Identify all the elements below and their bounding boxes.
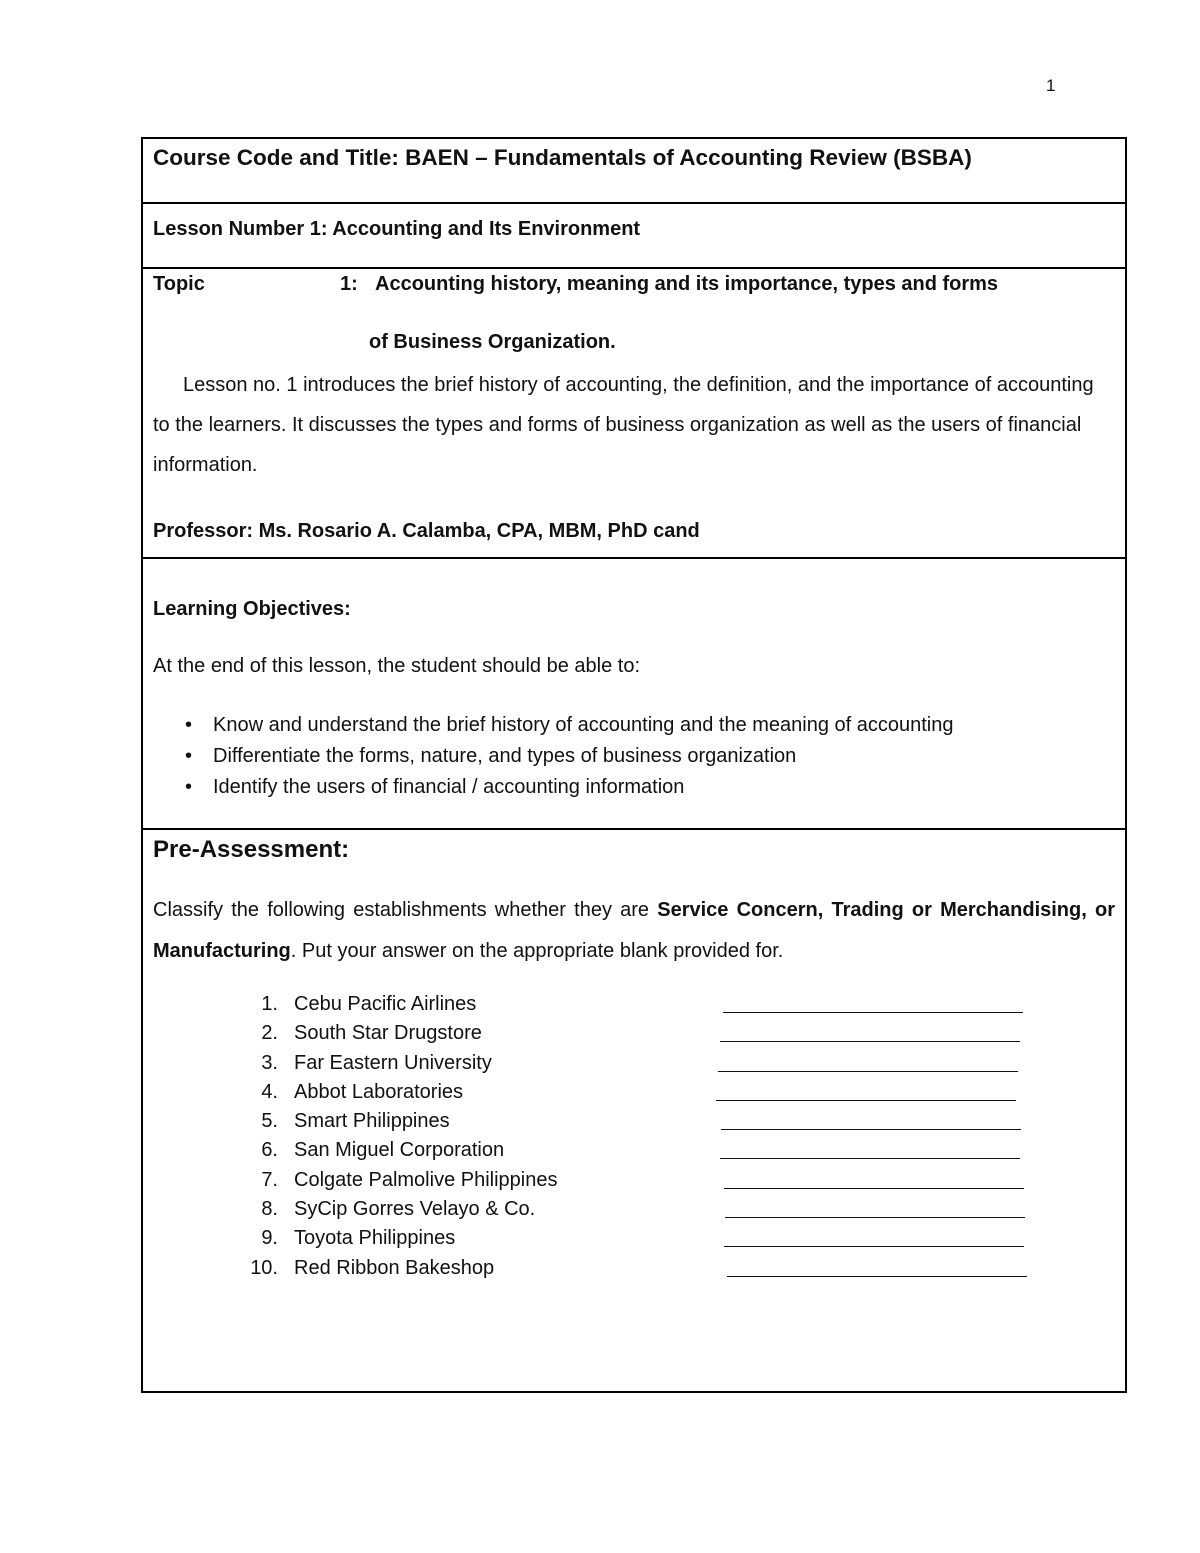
item-name: Abbot Laboratories: [294, 1080, 464, 1103]
item-name: Far Eastern University: [294, 1051, 492, 1074]
bullet-icon: •: [185, 776, 193, 798]
instruction-categories: Service Concern, Trading or Merchandising, or Manufacturing: [153, 899, 1115, 962]
establishment-list: [143, 990, 1123, 1283]
objective-item: [153, 710, 954, 741]
answer-blank[interactable]: [724, 1188, 1024, 1189]
list-item: [143, 1136, 1123, 1165]
page-number: 1: [1046, 76, 1056, 95]
item-name: SyCip Gorres Velayo & Co.: [294, 1198, 536, 1221]
item-number: 4.: [261, 1080, 278, 1103]
list-item: [143, 990, 1123, 1019]
course-code-section: [141, 137, 1127, 204]
objective-text: Differentiate the forms, nature, and types of business organization: [213, 745, 797, 767]
course-title: Course Code and Title: BAEN – Fundamentals of Accounting Review (BSBA): [153, 145, 972, 170]
learning-objectives-section: [141, 557, 1127, 830]
item-number: 6.: [261, 1139, 278, 1162]
bullet-icon: •: [185, 745, 193, 767]
topic-number: 1:: [340, 273, 358, 295]
pre-assessment-heading: Pre-Assessment:: [153, 836, 350, 863]
answer-blank[interactable]: [720, 1158, 1020, 1159]
list-item: [143, 1254, 1123, 1283]
objective-item: [153, 772, 954, 803]
topic-title-line1: Accounting history, meaning and its importance, types and forms: [375, 273, 999, 295]
topic-title-line2: of Business Organization.: [369, 331, 616, 353]
answer-blank[interactable]: [718, 1071, 1018, 1072]
item-name: Smart Philippines: [294, 1110, 450, 1133]
list-item: [143, 1078, 1123, 1107]
item-number: 3.: [261, 1051, 278, 1074]
item-name: Red Ribbon Bakeshop: [294, 1256, 495, 1279]
item-number: 9.: [261, 1227, 278, 1250]
item-name: South Star Drugstore: [294, 1022, 482, 1045]
item-number: 1.: [261, 993, 278, 1015]
item-number: 5.: [261, 1110, 278, 1133]
list-item: [143, 1195, 1123, 1224]
bullet-icon: •: [185, 714, 193, 736]
item-name: Cebu Pacific Airlines: [294, 993, 477, 1015]
item-name: San Miguel Corporation: [294, 1139, 505, 1162]
pre-assessment-instructions: [153, 890, 1115, 972]
objectives-list: [153, 710, 954, 803]
answer-blank[interactable]: [725, 1217, 1025, 1218]
item-number: 7.: [261, 1168, 278, 1191]
list-item: [143, 1166, 1123, 1195]
item-name: Colgate Palmolive Philippines: [294, 1168, 558, 1191]
answer-blank[interactable]: [716, 1100, 1016, 1101]
objectives-heading: Learning Objectives:: [153, 598, 351, 620]
item-number: 8.: [261, 1198, 278, 1221]
lesson-number-section: [141, 202, 1127, 269]
topic-label: Topic: [153, 273, 205, 295]
answer-blank[interactable]: [724, 1246, 1024, 1247]
item-number: 10.: [250, 1256, 278, 1279]
answer-blank[interactable]: [720, 1041, 1020, 1042]
lesson-title: Lesson Number 1: Accounting and Its Environment: [153, 218, 641, 240]
list-item: [143, 1107, 1123, 1136]
list-item: [143, 1019, 1123, 1048]
list-item: [143, 1224, 1123, 1253]
answer-blank[interactable]: [721, 1129, 1021, 1130]
objective-text: Identify the users of financial / accounting information: [213, 776, 685, 798]
objective-item: [153, 741, 954, 772]
instruction-end: . Put your answer on the appropriate blank provided for.: [290, 940, 784, 962]
item-name: Toyota Philippines: [294, 1227, 456, 1250]
answer-blank[interactable]: [727, 1276, 1027, 1277]
topic-description: [153, 365, 1115, 485]
answer-blank[interactable]: [723, 1012, 1023, 1013]
pre-assessment-section: [141, 828, 1127, 1393]
objectives-intro: At the end of this lesson, the student should be able to:: [153, 655, 641, 677]
objective-text: Know and understand the brief history of accounting and the meaning of accounting: [213, 714, 954, 736]
list-item: [143, 1049, 1123, 1078]
item-number: 2.: [261, 1022, 278, 1045]
topic-description-text: Lesson no. 1 introduces the brief history of accounting, the definition, and the importance of accounting to the learners. It discusses the types and forms of business organization as well as the users of financial information.: [153, 374, 1094, 476]
topic-section: [141, 267, 1127, 559]
professor-name: Professor: Ms. Rosario A. Calamba, CPA, MBM, PhD cand: [153, 520, 700, 542]
instruction-start: Classify the following establishments whether they are: [153, 899, 658, 921]
